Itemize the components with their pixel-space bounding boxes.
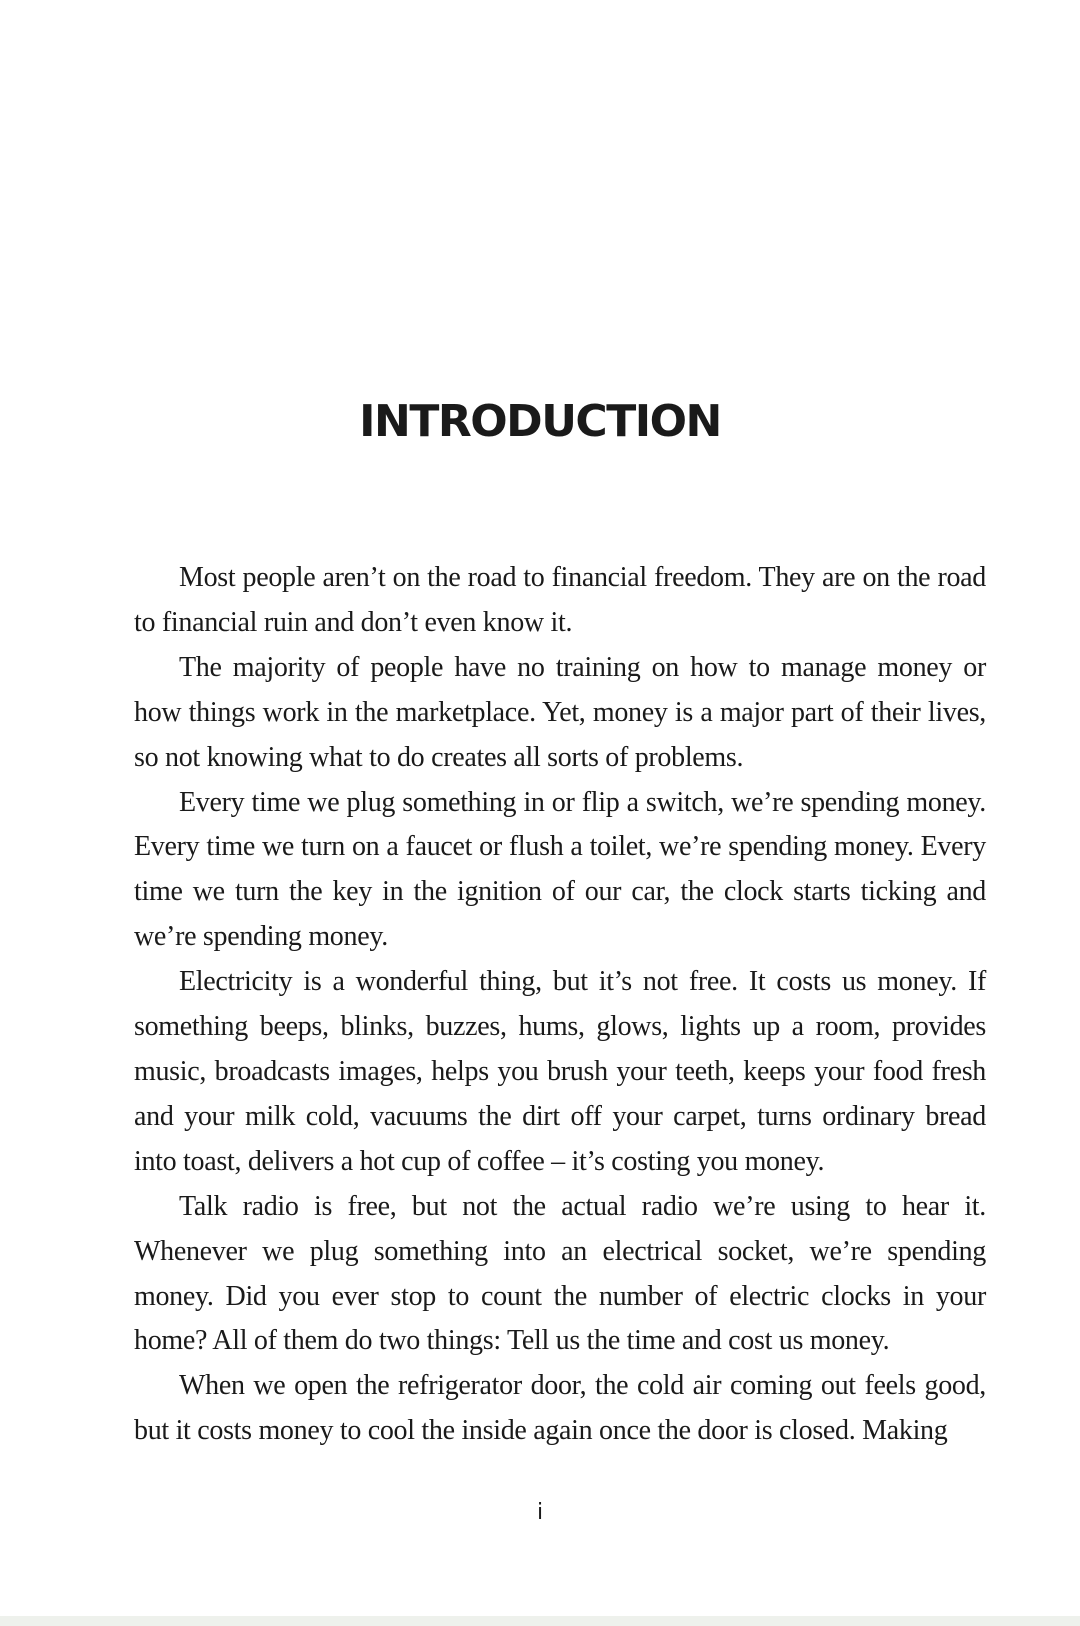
page-number: i	[536, 1500, 544, 1525]
paragraph: The majority of people have no training on how to manage money or how things work in the marketplace. Yet, money is a major part of their lives, so not knowing what to do creates all sorts of problems.	[134, 651, 986, 773]
paragraph: Talk radio is free, but not the actual radio we’re using to hear it. Whenever we plug something into an electrical socket, we’re spending money. Did you ever stop to count the number of electric clocks in your home? All of them do two things: Tell us the time and cost us money.	[134, 1190, 986, 1357]
paragraph: Every time we plug something in or flip a switch, we’re spending money. Every time we turn on a faucet or flush a toilet, we’re spending money. Every time we turn the key in the ignition of our car, the clock starts ticking and we’re spending money.	[134, 786, 986, 953]
chapter-body	[134, 556, 986, 1454]
bottom-edge-strip	[0, 1616, 1080, 1626]
paragraph: When we open the refrigerator door, the cold air coming out feels good, but it costs money to cool the inside again once the door is closed. Making	[134, 1370, 986, 1447]
paragraph: Most people aren’t on the road to financial freedom. They are on the road to financial ruin and don’t even know it.	[134, 562, 986, 638]
chapter-title: INTRODUCTION	[359, 396, 721, 447]
paragraph: Electricity is a wonderful thing, but it’s not free. It costs us money. If something beeps, blinks, buzzes, hums, glows, lights up a room, provides music, broadcasts images, helps you brush your teeth, keeps your food fresh and your milk cold, vacuums the dirt off your carpet, turns ordinary bread into toast, delivers a hot cup of coffee – it’s costing you money.	[134, 966, 986, 1177]
